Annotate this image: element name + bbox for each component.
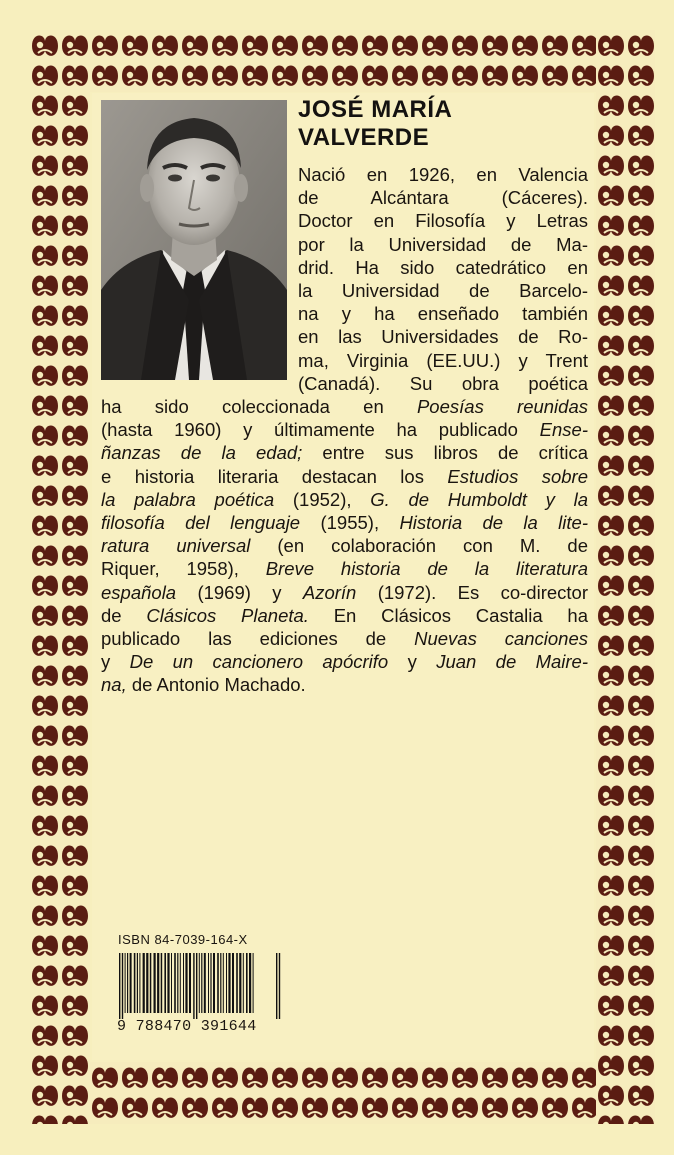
- bio-line: [101, 395, 588, 418]
- author-name-line-1: JOSÉ MARÍA: [298, 96, 453, 123]
- bio-text: de Alcántara (Cáceres).: [298, 187, 588, 209]
- bio-title-italic: Breve historia de la literatura: [265, 558, 588, 580]
- bio-line: [298, 163, 588, 186]
- bio-line: [298, 209, 588, 232]
- bio-title-italic: Clásicos Planeta.: [146, 604, 309, 626]
- bio-text: (1972). Es co-director: [356, 581, 588, 603]
- ornamental-border-right: [596, 30, 655, 1124]
- bio-line: [101, 418, 588, 441]
- bio-line: [101, 650, 588, 673]
- bio-text: de Antonio Machado.: [126, 674, 306, 696]
- bio-text: en las Universidades de Ro-: [298, 326, 588, 348]
- bio-text: drid. Ha sido catedrático en: [298, 256, 588, 278]
- ornamental-border-top: [30, 30, 655, 92]
- bio-title-italic: Nuevas canciones: [414, 628, 588, 649]
- bio-text: de: [101, 604, 147, 626]
- bio-line: [101, 627, 588, 650]
- bio-text: Nació en 1926, en Valencia: [298, 164, 588, 185]
- bio-line: [101, 441, 588, 464]
- author-name-line-2: VALVERDE: [298, 124, 430, 151]
- bio-text: por la Universidad de Ma-: [298, 233, 588, 255]
- ornamental-border-bottom: [30, 1062, 655, 1124]
- bio-text: Doctor en Filosofía y Letras: [298, 210, 588, 232]
- bio-line: [298, 325, 588, 348]
- bio-line: [298, 372, 588, 395]
- bio-text: (Canadá). Su obra poética: [298, 372, 588, 394]
- bio-title-italic: Azorín: [302, 581, 357, 603]
- bio-line: [101, 673, 588, 696]
- bio-title-italic: española: [101, 581, 177, 603]
- bio-text: na y ha enseñado también: [298, 303, 588, 325]
- bio-line: [101, 465, 588, 488]
- bio-line: [101, 581, 588, 604]
- bio-title-italic: Ense-: [539, 419, 588, 441]
- bio-text: y: [101, 651, 130, 673]
- bio-text: y: [388, 651, 437, 673]
- bio-line: [298, 302, 588, 325]
- bio-text: En Clásicos Castalia ha: [308, 604, 588, 626]
- bio-line: [298, 186, 588, 209]
- bio-title-italic: De un cancionero apócrifo: [129, 651, 389, 673]
- bio-title-italic: filosofía del lenguaje: [101, 512, 301, 533]
- bio-title-italic: la palabra poética: [101, 488, 275, 510]
- ornamental-border-left: [30, 30, 90, 1124]
- bio-line: [101, 511, 588, 534]
- bio-text: (en colaboración con M. de: [250, 535, 588, 557]
- bio-title-italic: ñanzas de la edad;: [101, 442, 303, 464]
- bio-text: (1952),: [274, 488, 371, 510]
- author-photo: [101, 100, 287, 380]
- author-name: [298, 96, 588, 152]
- bio-text: la Universidad de Barcelo-: [298, 280, 588, 301]
- bio-line: [101, 557, 588, 580]
- bio-line: [298, 279, 588, 302]
- bio-title-italic: ratura universal: [101, 535, 251, 557]
- bio-text: Riquer, 1958),: [101, 558, 266, 580]
- bio-line: [101, 604, 588, 627]
- barcode-digits: 9 788470 391644: [117, 1018, 257, 1035]
- bio-line: [298, 349, 588, 372]
- bio-line: [101, 488, 588, 511]
- bio-text: (1955),: [300, 512, 400, 533]
- bio-title-italic: Estudios sobre: [447, 465, 588, 487]
- barcode: [117, 953, 283, 1019]
- bio-line: [101, 534, 588, 557]
- bio-text: e historia literaria destacan los: [101, 465, 448, 487]
- bio-title-italic: Juan de Maire-: [436, 651, 589, 673]
- bio-text: ha sido coleccionada en: [101, 396, 417, 417]
- bio-text: (hasta 1960) y últimamente ha publicado: [101, 419, 540, 441]
- bio-text: (1969) y: [176, 581, 303, 603]
- bio-text: ma, Virginia (EE.UU.) y Trent: [298, 349, 588, 371]
- bio-text: publicado las ediciones de: [101, 628, 415, 649]
- bio-line: [298, 256, 588, 279]
- bio-line: [298, 233, 588, 256]
- bio-title-italic: na,: [101, 674, 127, 696]
- bio-title-italic: G. de Humboldt y la: [370, 488, 588, 510]
- bio-title-italic: Poesías reunidas: [416, 396, 588, 417]
- bio-text: entre sus libros de crítica: [302, 442, 588, 464]
- bio-title-italic: Historia de la lite-: [399, 512, 588, 533]
- isbn-label: ISBN 84-7039-164-X: [118, 932, 248, 947]
